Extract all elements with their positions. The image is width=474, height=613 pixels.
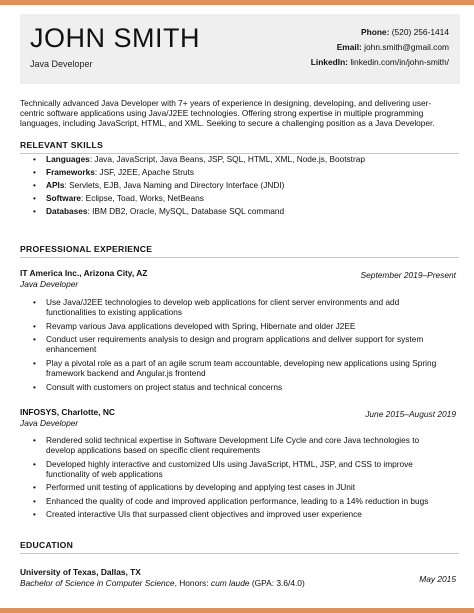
list-item: • Use Java/J2EE technologies to develop web applications for client server environments and add functionalities to existing applications <box>30 297 450 317</box>
list-item <box>30 153 365 166</box>
skill-value: : JSF, J2EE, Apache Struts <box>94 167 195 178</box>
list-item: • Developed highly interactive and customized UIs using JavaScript, HTML, JSP, and CSS to improve functionality of web applications <box>30 459 450 479</box>
list-item: • Enhanced the quality of code and improved application performance, leading to a 14% reduction in bugs <box>30 496 450 506</box>
section-divider <box>20 257 459 258</box>
list-item: • Revamp various Java applications developed with Spring, Hibernate and older J2EE <box>30 321 450 331</box>
list-item <box>30 179 365 192</box>
skill-label: Software <box>46 193 82 204</box>
list-item <box>30 205 365 218</box>
skill-value: : Eclipse, Toad, Works, NetBeans <box>81 193 204 204</box>
job-company: INFOSYS, Charlotte, NC <box>20 407 115 417</box>
skill-label: APIs <box>46 180 65 191</box>
job-dates: September 2019–Present <box>360 270 456 280</box>
email-value[interactable]: john.smith@gmail.com <box>364 42 449 52</box>
list-item: • Rendered solid technical expertise in Software Development Life Cycle and core Java technologies to develop applications based on specific client requirements <box>30 435 450 455</box>
degree-line <box>20 578 459 589</box>
linkedin-line <box>311 55 449 70</box>
bottom-accent-bar <box>0 608 474 613</box>
section-title-education: EDUCATION <box>20 540 74 550</box>
resume-header <box>20 14 460 84</box>
education-entry <box>20 567 459 589</box>
phone-line <box>311 25 449 40</box>
phone-value: (520) 256-1414 <box>391 27 449 37</box>
degree: Bachelor of Science in Computer Science <box>20 578 175 588</box>
list-item: • Consult with customers on project status and technical concerns <box>30 382 450 392</box>
list-item: • Created interactive UIs that surpassed client objectives and improved user experience <box>30 509 450 519</box>
section-divider <box>20 553 459 554</box>
school-name: University of Texas, Dallas, TX <box>20 567 141 577</box>
summary-paragraph: Technically advanced Java Developer with 7+ years of experience in designing, developing, and delivering user-centric software applications using Java/J2EE technologies. Offering strong expertise in multiple programming languages, including JavaScript, HTML, and XML. Seeking to secure a challenging position as a Java Developer. <box>20 98 435 129</box>
top-accent-bar <box>0 0 474 5</box>
candidate-role: Java Developer <box>30 59 93 69</box>
job-header <box>20 407 459 428</box>
job-title: Java Developer <box>20 279 79 289</box>
job-header <box>20 268 459 289</box>
job-dates: June 2015–August 2019 <box>365 409 456 419</box>
list-item <box>30 192 365 205</box>
skill-label: Frameworks <box>46 167 95 178</box>
list-item: • Play a pivotal role as a part of an agile scrum team accountable, developing new applications using Spring framework backend and Angular.js frontend <box>30 358 450 378</box>
section-title-skills: RELEVANT SKILLS <box>20 140 104 150</box>
skill-label: Databases <box>46 206 88 217</box>
list-item: • Conduct user requirements analysis to design and program applications and deliver support for system enhancement <box>30 334 450 354</box>
job-company: IT America Inc., Arizona City, AZ <box>20 268 148 278</box>
section-title-experience: PROFESSIONAL EXPERIENCE <box>20 244 153 254</box>
linkedin-value[interactable]: linkedin.com/in/john-smith/ <box>350 57 449 67</box>
email-label: Email: <box>336 42 362 52</box>
email-line <box>311 40 449 55</box>
honors: cum laude <box>210 578 250 588</box>
list-item <box>30 166 365 179</box>
education-date: May 2015 <box>419 574 456 584</box>
job-title: Java Developer <box>20 418 79 428</box>
skill-value: : Java, JavaScript, Java Beans, JSP, SQL, HTML, XML, Node.js, Bootstrap <box>89 154 365 164</box>
phone-label: Phone: <box>361 27 390 37</box>
skill-value: : Servlets, EJB, Java Naming and Directory Interface (JNDI) <box>64 180 285 191</box>
honors-label: , Honors: <box>174 578 211 588</box>
skills-list <box>30 153 365 218</box>
list-item: • Performed unit testing of applications by developing and applying test cases in JUnit <box>30 482 450 492</box>
job-bullets <box>30 297 450 395</box>
linkedin-label: LinkedIn: <box>310 57 348 67</box>
contact-block <box>311 25 449 70</box>
candidate-name: JOHN SMITH <box>30 23 200 53</box>
gpa: (GPA: 3.6/4.0) <box>249 578 305 588</box>
job-bullets <box>30 435 450 523</box>
skill-label: Languages <box>46 154 90 164</box>
skill-value: : IBM DB2, Oracle, MySQL, Database SQL command <box>87 206 285 217</box>
